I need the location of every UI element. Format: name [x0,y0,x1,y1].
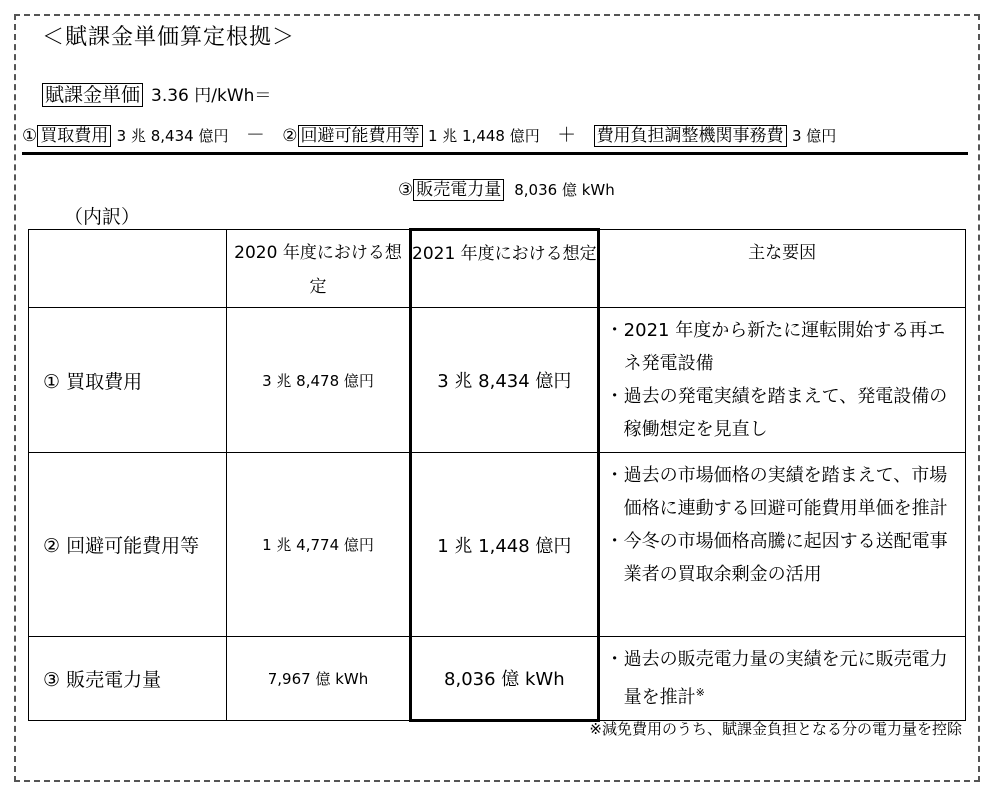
row-label-purchase: ① 買取費用 [29,308,227,453]
unit-price-label: 賦課金単価 [42,83,143,107]
factor-item: ・ 過去の発電実績を踏まえて、発電設備の稼働想定を見直し [606,380,961,446]
cur-avoidable: 1 兆 1,448 億円 [411,453,599,637]
admin-value: 3 億円 [791,127,837,145]
formula-numerator [22,120,836,147]
denominator-value: 8,036 億 kWh [514,181,615,199]
purchase-value: 3 兆 8,434 億円 [116,127,229,145]
table-row [29,453,966,637]
header-2021: 2021 年度における想定 [411,230,599,308]
fraction-line [22,152,968,155]
factor-text: 過去の販売電力量の実績を元に販売電力量を推計 [623,649,948,708]
unit-price-line [42,80,271,107]
table-header-row [29,230,966,308]
factor-item: ・ 過去の市場価格の実績を踏まえて、市場価格に連動する回避可能費用単価を推計 [606,459,961,525]
factor-item: ・ 今冬の市場価格高騰に起因する送配電事業者の買取余剰金の活用 [606,525,961,591]
prev-purchase: 3 兆 8,478 億円 [227,308,411,453]
cur-sales: 8,036 億 kWh [411,637,599,721]
cur-purchase: 3 兆 8,434 億円 [411,308,599,453]
factors-avoidable [598,453,965,637]
formula-denominator [398,175,615,200]
factor-item [606,643,961,714]
factor-item: ・ 2021 年度から新たに運転開始する再エネ発電設備 [606,314,961,380]
footnote: ※減免費用のうち、賦課金負担となる分の電力量を控除 [589,720,962,738]
avoidable-num: ② [282,126,298,146]
admin-label: 費用負担調整機関事務費 [594,125,787,147]
page-title: ＜賦課金単価算定根拠＞ [42,25,296,50]
purchase-label: 買取費用 [37,125,111,147]
prev-avoidable: 1 兆 4,774 億円 [227,453,411,637]
row-label-sales: ③ 販売電力量 [29,637,227,721]
factors-sales [598,637,965,721]
plus-operator: ＋ [557,124,577,146]
table-row [29,308,966,453]
breakdown-table [28,228,966,722]
denominator-num: ③ [398,180,414,200]
prev-sales: 7,967 億 kWh [227,637,411,721]
purchase-num: ① [22,126,38,146]
row-label-avoidable: ② 回避可能費用等 [29,453,227,637]
unit-price-value: 3.36 円/kWh＝ [151,86,272,106]
breakdown-label: （内訳） [64,206,141,228]
header-2020: 2020 年度における想定 [227,230,411,308]
denominator-label: 販売電力量 [413,179,504,201]
avoidable-value: 1 兆 1,448 億円 [427,127,540,145]
minus-operator: － [245,124,265,146]
footnote-mark: ※ [695,686,705,699]
header-factors: 主な要因 [598,230,965,308]
header-blank [29,230,227,308]
avoidable-label: 回避可能費用等 [298,125,423,147]
factors-purchase [598,308,965,453]
table-row [29,637,966,721]
